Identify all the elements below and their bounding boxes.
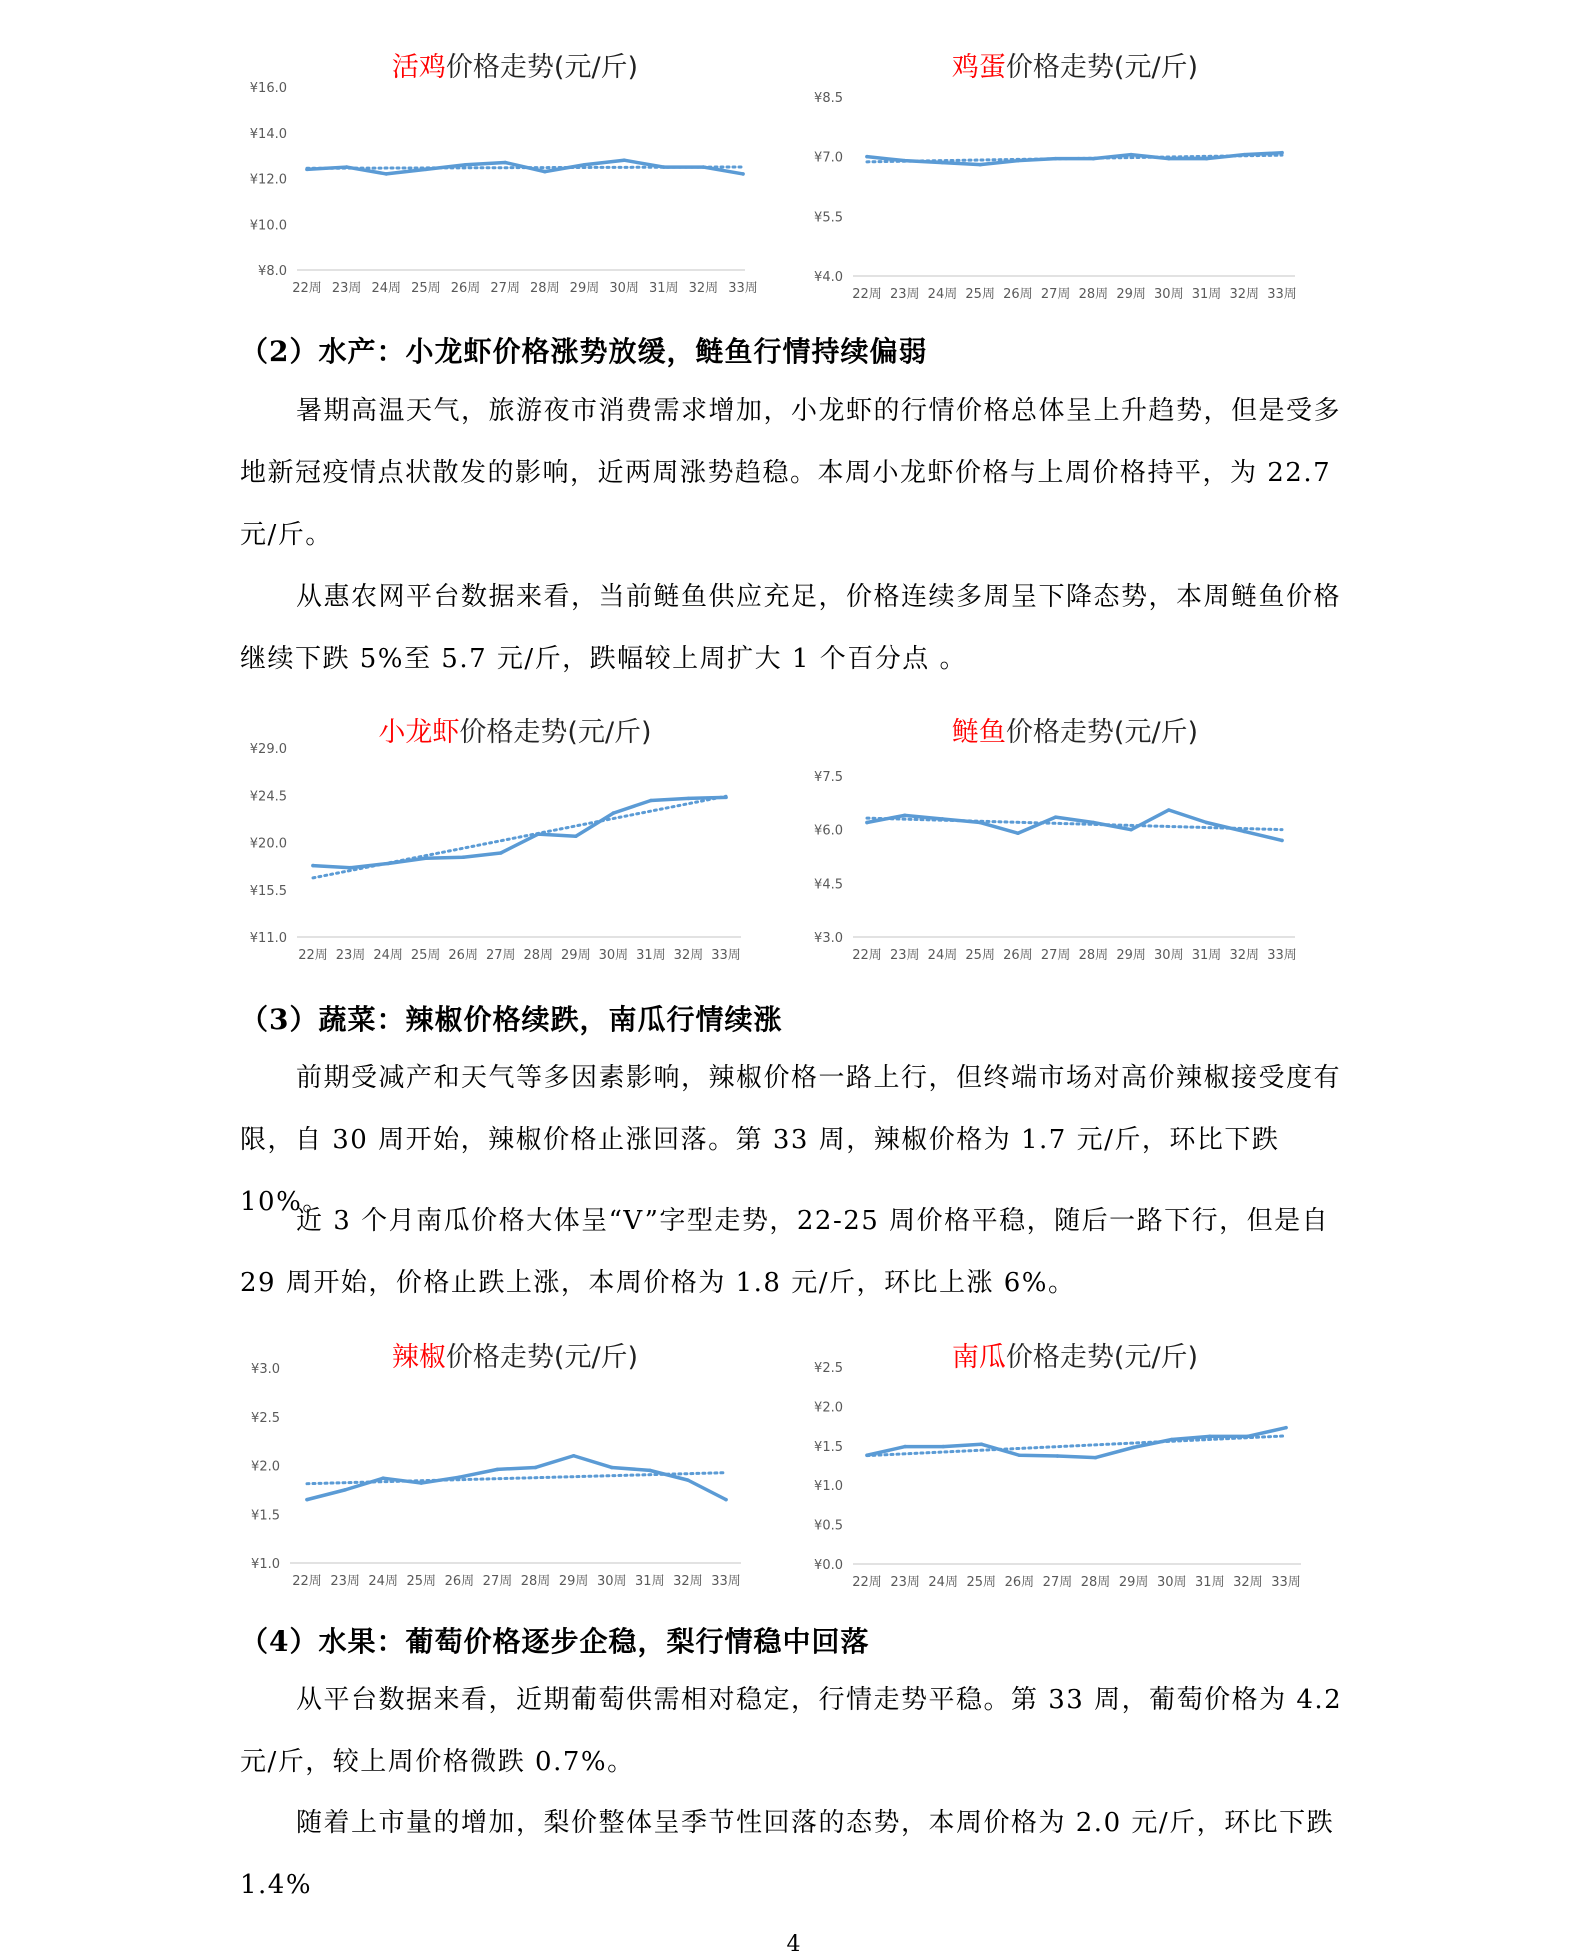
x-tick-label: 22周: [852, 287, 882, 302]
y-tick-label: ¥3.0: [251, 1362, 280, 1377]
chart-xiaolongxia: [235, 710, 795, 975]
x-tick-label: 26周: [448, 948, 478, 963]
data-point: [464, 163, 468, 167]
x-tick-label: 33周: [1267, 287, 1297, 302]
data-point: [1054, 815, 1058, 819]
x-tick-label: 26周: [1004, 1575, 1035, 1590]
data-point: [381, 1476, 385, 1480]
x-tick-label: 22周: [298, 948, 328, 963]
data-point: [1205, 157, 1209, 161]
data-point: [1018, 1453, 1022, 1457]
x-tick-label: 32周: [1233, 1575, 1263, 1590]
y-tick-label: ¥0.0: [814, 1558, 843, 1573]
data-point: [979, 1442, 983, 1446]
y-tick-label: ¥7.0: [814, 150, 843, 166]
y-tick-label: ¥11.0: [249, 931, 287, 946]
chart-title-highlight: 辣椒: [391, 1342, 446, 1373]
section-heading-vegetables: （3）蔬菜：辣椒价格续跌，南瓜行情续涨: [240, 1003, 783, 1036]
y-tick-label: ¥29.0: [249, 742, 287, 757]
data-point: [865, 1453, 869, 1457]
y-tick-label: ¥2.5: [251, 1410, 280, 1426]
x-tick-label: 26周: [450, 281, 481, 296]
data-point: [458, 1475, 462, 1479]
x-tick-label: 31周: [1191, 287, 1222, 302]
chart-title-rest: 价格走势(元/斤): [445, 1342, 639, 1373]
data-point: [903, 1445, 907, 1449]
x-tick-label: 22周: [292, 1574, 322, 1589]
y-tick-label: ¥15.5: [249, 883, 287, 899]
x-tick-label: 25周: [965, 287, 995, 302]
data-point: [386, 862, 390, 866]
data-point: [686, 1478, 690, 1482]
x-tick-label: 30周: [1156, 1575, 1187, 1590]
x-tick-label: 22周: [852, 1575, 882, 1590]
y-tick-label: ¥2.0: [251, 1459, 280, 1475]
page-number: 4: [786, 1932, 801, 1957]
x-tick-label: 25周: [411, 281, 441, 296]
paragraph-silver-carp: 从惠农网平台数据来看，当前鲢鱼供应充足，价格连续多周呈下降态势，本周鲢鱼价格继续下跌 5%至 5.7 元/斤，跌幅较上周扩大 1 个百分点 。: [240, 582, 1342, 674]
data-point: [724, 1498, 728, 1502]
chart-jidan: [795, 45, 1355, 310]
y-tick-label: ¥16.0: [249, 81, 287, 96]
data-point: [1242, 830, 1246, 834]
data-point: [461, 855, 465, 859]
x-tick-label: 30周: [1154, 287, 1184, 302]
data-point: [1170, 1438, 1174, 1442]
x-tick-label: 23周: [331, 281, 362, 296]
chart-title: [795, 1335, 1355, 1374]
data-point: [1280, 839, 1284, 843]
chart-title: [235, 710, 795, 749]
data-point: [574, 834, 578, 838]
x-tick-label: 33周: [711, 1574, 741, 1589]
data-point: [1132, 1446, 1136, 1450]
data-point: [662, 165, 666, 169]
y-tick-label: ¥8.0: [258, 264, 287, 279]
chart-title-highlight: 鲢鱼: [951, 717, 1006, 748]
chart-title-rest: 价格走势(元/斤): [1005, 52, 1199, 83]
data-point: [1016, 831, 1020, 835]
data-point: [384, 172, 388, 176]
x-tick-label: 27周: [1040, 948, 1071, 963]
x-tick-label: 22周: [292, 281, 322, 296]
y-tick-label: ¥1.0: [251, 1557, 280, 1572]
x-tick-label: 27周: [1040, 287, 1071, 302]
chart-svg: [235, 710, 795, 975]
x-tick-label: 27周: [485, 948, 516, 963]
x-tick-label: 33周: [711, 948, 741, 963]
chart-huoji: [235, 45, 795, 310]
price-series-line: [313, 797, 726, 867]
y-tick-label: ¥2.5: [814, 1361, 843, 1376]
data-point: [978, 821, 982, 825]
y-tick-label: ¥7.5: [814, 770, 843, 785]
x-tick-label: 24周: [371, 281, 402, 296]
y-tick-label: ¥20.0: [249, 836, 287, 852]
chart-title: [235, 1335, 795, 1374]
data-point: [741, 172, 745, 176]
price-series-line: [867, 810, 1282, 840]
x-tick-label: 25周: [965, 948, 995, 963]
x-tick-label: 24周: [368, 1574, 398, 1589]
data-point: [534, 1466, 538, 1470]
section-heading-fruits: （4）水果：葡萄价格逐步企稳，梨行情稳中回落: [240, 1625, 870, 1658]
x-tick-label: 32周: [673, 1574, 703, 1589]
x-tick-label: 31周: [635, 1574, 665, 1589]
x-tick-label: 27周: [1042, 1575, 1073, 1590]
x-tick-label: 28周: [530, 281, 560, 296]
chart-title-rest: 价格走势(元/斤): [445, 52, 639, 83]
chart-title: [795, 710, 1355, 749]
x-tick-label: 22周: [852, 948, 882, 963]
x-tick-label: 32周: [1229, 948, 1260, 963]
x-tick-label: 23周: [889, 287, 920, 302]
data-point: [612, 811, 616, 815]
y-tick-label: ¥2.0: [814, 1400, 843, 1416]
x-tick-label: 31周: [1195, 1575, 1225, 1590]
x-tick-label: 33周: [728, 281, 758, 296]
chart-title-highlight: 活鸡: [391, 52, 446, 83]
data-point: [572, 1454, 576, 1458]
data-point: [941, 817, 945, 821]
y-tick-label: ¥5.5: [814, 210, 843, 226]
data-point: [349, 866, 353, 870]
chart-svg: [795, 45, 1355, 310]
data-point: [496, 1468, 500, 1472]
x-tick-label: 29周: [569, 281, 600, 296]
data-point: [702, 165, 706, 169]
x-tick-label: 24周: [373, 948, 403, 963]
x-tick-label: 25周: [966, 1575, 997, 1590]
x-tick-label: 32周: [1229, 287, 1260, 302]
data-point: [610, 1466, 614, 1470]
chart-svg: [235, 1335, 795, 1600]
data-point: [345, 165, 349, 169]
chart-svg: [795, 710, 1355, 975]
x-tick-label: 28周: [1078, 948, 1109, 963]
chart-title-highlight: 南瓜: [951, 1342, 1006, 1373]
y-tick-label: ¥3.0: [814, 931, 843, 946]
y-tick-label: ¥4.5: [814, 877, 843, 893]
y-tick-label: ¥1.5: [251, 1508, 280, 1524]
x-tick-label: 26周: [1003, 948, 1033, 963]
x-tick-label: 33周: [1267, 948, 1297, 963]
x-tick-label: 29周: [561, 948, 591, 963]
x-tick-label: 28周: [1080, 1575, 1111, 1590]
x-tick-label: 26周: [444, 1574, 475, 1589]
x-tick-label: 31周: [648, 281, 679, 296]
data-point: [1094, 1456, 1098, 1460]
x-tick-label: 23周: [335, 948, 366, 963]
x-tick-label: 23周: [889, 948, 920, 963]
y-tick-label: ¥8.5: [814, 91, 843, 106]
chart-title-rest: 价格走势(元/斤): [459, 717, 652, 748]
data-point: [583, 163, 587, 167]
data-point: [941, 1445, 945, 1449]
x-tick-label: 30周: [598, 948, 629, 963]
x-tick-label: 25周: [406, 1574, 437, 1589]
y-tick-label: ¥10.0: [249, 218, 287, 234]
y-tick-label: ¥1.5: [814, 1439, 843, 1455]
data-point: [1016, 159, 1020, 163]
data-point: [1205, 821, 1209, 825]
data-point: [1208, 1435, 1212, 1439]
chart-title-highlight: 鸡蛋: [951, 52, 1006, 83]
chart-lajiao: [235, 1335, 795, 1600]
data-point: [503, 161, 507, 165]
x-tick-label: 28周: [520, 1574, 551, 1589]
chart-title: [795, 45, 1355, 84]
x-tick-label: 25周: [410, 948, 441, 963]
data-point: [687, 797, 691, 801]
x-tick-label: 29周: [1118, 1575, 1149, 1590]
data-point: [1054, 157, 1058, 161]
data-point: [903, 814, 907, 818]
data-point: [536, 832, 540, 836]
price-series-line: [867, 153, 1282, 165]
chart-title: [235, 45, 795, 84]
chart-svg: [235, 45, 795, 310]
data-point: [649, 799, 653, 803]
x-tick-label: 24周: [927, 948, 958, 963]
data-point: [941, 161, 945, 165]
data-point: [311, 864, 315, 868]
y-tick-label: ¥1.0: [814, 1479, 843, 1495]
paragraph-grape: 从平台数据来看，近期葡萄供需相对稳定，行情走势平稳。第 33 周，葡萄价格为 4.2 元/斤，较上周价格微跌 0.7%。: [240, 1685, 1343, 1777]
data-point: [978, 163, 982, 167]
x-tick-label: 24周: [927, 287, 958, 302]
x-tick-label: 30周: [596, 1574, 627, 1589]
data-point: [1242, 153, 1246, 157]
data-point: [1129, 153, 1133, 157]
paragraph-pear: 随着上市量的增加，梨价整体呈季节性回落的态势，本周价格为 2.0 元/斤，环比下跌 1.4%: [240, 1808, 1335, 1900]
chart-lianyu: [795, 710, 1355, 975]
data-point: [724, 796, 728, 800]
data-point: [1092, 821, 1096, 825]
paragraph-chili: 前期受减产和天气等多因素影响，辣椒价格一路上行，但终端市场对高价辣椒接受度有限，自 30 周开始，辣椒价格止涨回落。第 33 周，辣椒价格为 1.7 元/斤，环比下跌 10%。: [240, 1063, 1342, 1217]
data-point: [903, 159, 907, 163]
data-point: [1129, 828, 1133, 832]
y-tick-label: ¥24.5: [249, 789, 287, 805]
x-tick-label: 32周: [688, 281, 719, 296]
data-point: [543, 170, 547, 174]
chart-nangua: [795, 1335, 1355, 1600]
x-tick-label: 28周: [1078, 287, 1109, 302]
data-point: [305, 1498, 309, 1502]
data-point: [499, 851, 503, 855]
x-tick-label: 31周: [1191, 948, 1222, 963]
data-point: [865, 821, 869, 825]
x-tick-label: 29周: [1116, 287, 1146, 302]
data-point: [865, 155, 869, 159]
data-point: [1092, 157, 1096, 161]
x-tick-label: 27周: [490, 281, 520, 296]
data-point: [1056, 1454, 1060, 1458]
y-tick-label: ¥14.0: [249, 126, 287, 142]
y-tick-label: ¥12.0: [249, 172, 287, 188]
x-tick-label: 23周: [330, 1574, 360, 1589]
data-point: [1167, 808, 1171, 812]
data-point: [648, 1469, 652, 1473]
section-heading-aquatic: （2）水产：小龙虾价格涨势放缓，鲢鱼行情持续偏弱: [240, 335, 928, 368]
data-point: [1167, 157, 1171, 161]
x-tick-label: 28周: [523, 948, 554, 963]
x-tick-label: 23周: [890, 1575, 920, 1590]
x-tick-label: 24周: [928, 1575, 958, 1590]
x-tick-label: 27周: [482, 1574, 513, 1589]
data-point: [1280, 151, 1284, 155]
data-point: [622, 158, 626, 162]
x-tick-label: 30周: [1154, 948, 1184, 963]
paragraph-crayfish: 暑期高温天气，旅游夜市消费需求增加，小龙虾的行情价格总体呈上升趋势，但是受多地新冠疫情点状散发的影响，近两周涨势趋稳。本周小龙虾价格与上周价格持平，为 22.7 元/斤。: [240, 396, 1342, 550]
y-tick-label: ¥6.0: [814, 823, 843, 839]
x-tick-label: 31周: [636, 948, 666, 963]
y-tick-label: ¥0.5: [814, 1518, 843, 1534]
data-point: [424, 168, 428, 172]
data-point: [419, 1481, 423, 1485]
x-tick-label: 32周: [673, 948, 704, 963]
chart-svg: [795, 1335, 1355, 1600]
data-point: [343, 1488, 347, 1492]
chart-title-highlight: 小龙虾: [378, 717, 460, 748]
y-tick-label: ¥4.0: [814, 270, 843, 285]
paragraph-pumpkin: 近 3 个月南瓜价格大体呈“V”字型走势，22-25 周价格平稳，随后一路下行，但是自 29 周开始，价格止跌上涨，本周价格为 1.8 元/斤，环比上涨 6%。: [240, 1206, 1330, 1298]
data-point: [1246, 1435, 1250, 1439]
x-tick-label: 26周: [1003, 287, 1033, 302]
data-point: [1284, 1426, 1288, 1430]
chart-title-rest: 价格走势(元/斤): [1005, 717, 1199, 748]
data-point: [305, 168, 309, 172]
x-tick-label: 29周: [558, 1574, 589, 1589]
data-point: [424, 856, 428, 860]
x-tick-label: 29周: [1116, 948, 1146, 963]
chart-title-rest: 价格走势(元/斤): [1005, 1342, 1199, 1373]
x-tick-label: 33周: [1271, 1575, 1301, 1590]
x-tick-label: 30周: [609, 281, 639, 296]
